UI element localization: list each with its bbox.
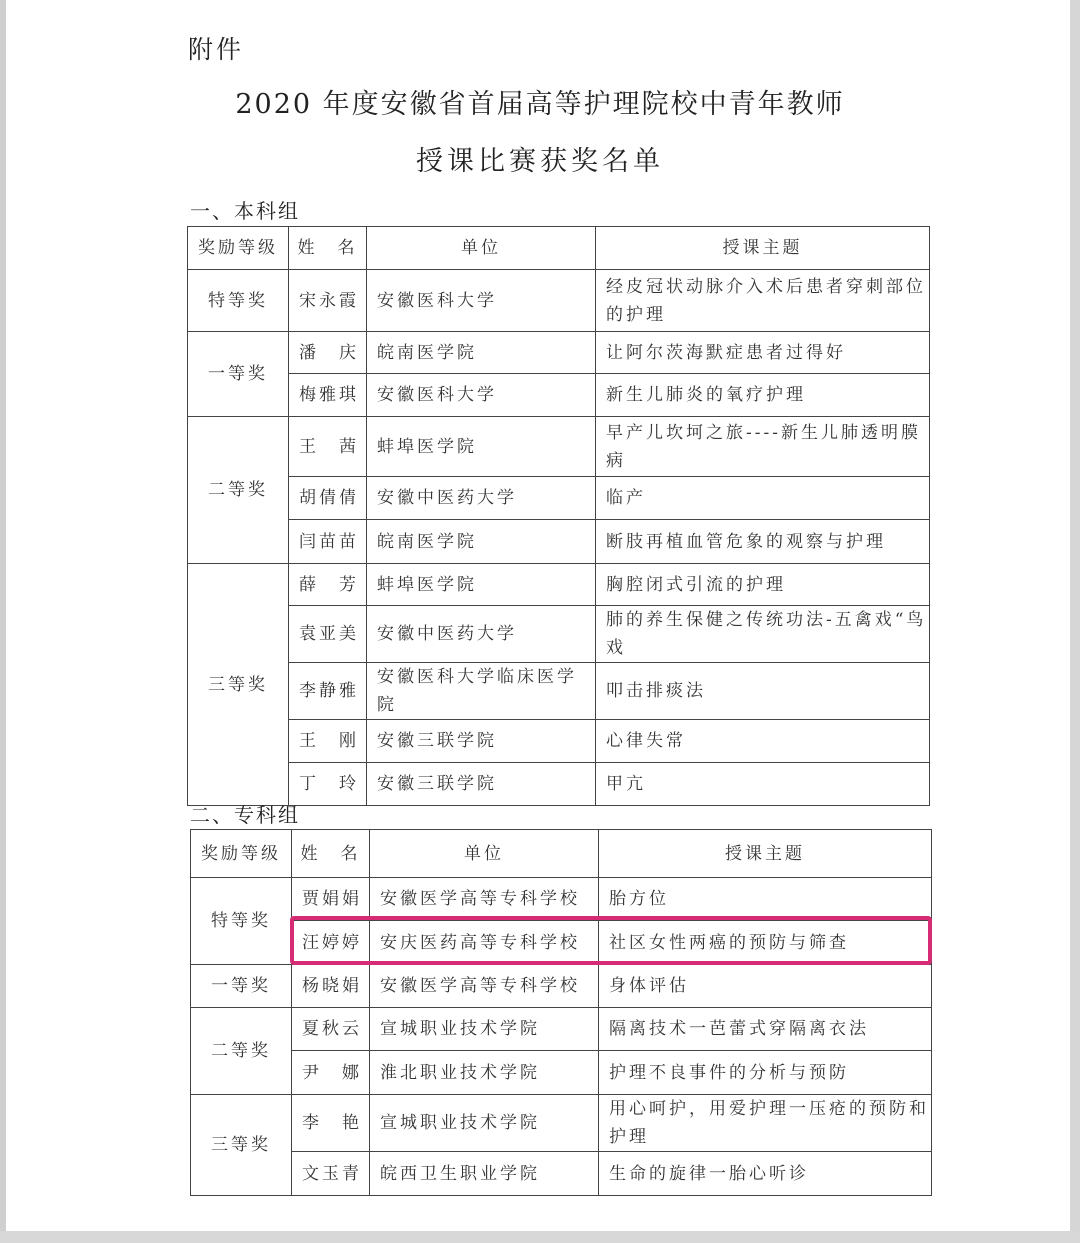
award-level-cell: 一等奖 <box>188 332 289 417</box>
header-level: 奖励等级 <box>191 830 292 878</box>
lesson-topic: 新生儿肺炎的氧疗护理 <box>596 374 930 417</box>
winner-name: 丁 玲 <box>289 763 367 806</box>
winner-name: 宋永霞 <box>289 270 367 332</box>
table-header-row <box>191 830 932 878</box>
winner-unit: 蚌埠医学院 <box>367 564 596 606</box>
header-level: 奖励等级 <box>188 227 289 270</box>
winner-unit: 安徽医学高等专科学校 <box>370 878 599 921</box>
award-level-cell: 三等奖 <box>191 1095 292 1196</box>
winner-name: 梅雅琪 <box>289 374 367 417</box>
lesson-topic: 早产儿坎坷之旅----新生儿肺透明膜病 <box>596 417 930 477</box>
winner-name: 袁亚美 <box>289 606 367 663</box>
section-title-junior-college: 二、专科组 <box>190 803 300 827</box>
lesson-topic: 叩击排痰法 <box>596 663 930 720</box>
award-level-cell: 二等奖 <box>191 1008 292 1095</box>
winner-unit: 蚌埠医学院 <box>367 417 596 477</box>
winner-unit: 安徽医学高等专科学校 <box>370 965 599 1008</box>
winner-name: 汪婷婷 <box>292 921 370 965</box>
winner-name: 贾娟娟 <box>292 878 370 921</box>
lesson-topic: 甲亢 <box>596 763 930 806</box>
header-unit: 单位 <box>370 830 599 878</box>
winner-name: 王 刚 <box>289 720 367 763</box>
winner-unit: 安徽医科大学 <box>367 270 596 332</box>
table-header-row <box>188 227 930 270</box>
lesson-topic: 护理不良事件的分析与预防 <box>599 1051 932 1095</box>
table-row <box>191 1008 932 1051</box>
table-row <box>188 663 930 720</box>
lesson-topic: 断肢再植血管危象的观察与护理 <box>596 520 930 564</box>
header-topic: 授课主题 <box>596 227 930 270</box>
table-row <box>188 520 930 564</box>
lesson-topic: 让阿尔茨海默症患者过得好 <box>596 332 930 374</box>
winner-name: 李静雅 <box>289 663 367 720</box>
table-row <box>188 564 930 606</box>
table-row <box>188 270 930 332</box>
winner-name: 闫苗苗 <box>289 520 367 564</box>
section-title-undergraduate: 一、本科组 <box>190 199 300 223</box>
winner-unit: 宣城职业技术学院 <box>370 1095 599 1152</box>
winner-unit: 皖南医学院 <box>367 332 596 374</box>
lesson-topic: 隔离技术一芭蕾式穿隔离衣法 <box>599 1008 932 1051</box>
winner-unit: 安徽医科大学 <box>367 374 596 417</box>
header-name: 姓 名 <box>292 830 370 878</box>
table-row <box>188 606 930 663</box>
lesson-topic: 胸腔闭式引流的护理 <box>596 564 930 606</box>
table-row <box>191 921 932 965</box>
scan-edge-bottom <box>0 1231 1080 1243</box>
table-row <box>188 720 930 763</box>
winner-unit: 安庆医药高等专科学校 <box>370 921 599 965</box>
document-title-line1: 2020 年度安徽省首届高等护理院校中青年教师 <box>235 89 845 120</box>
table-row <box>191 1095 932 1152</box>
lesson-topic: 胎方位 <box>599 878 932 921</box>
winner-unit: 皖南医学院 <box>367 520 596 564</box>
award-level-cell: 特等奖 <box>191 878 292 965</box>
winner-name: 文玉青 <box>292 1152 370 1196</box>
award-table-undergraduate <box>187 226 930 806</box>
lesson-topic: 经皮冠状动脉介入术后患者穿刺部位的护理 <box>596 270 930 332</box>
header-topic: 授课主题 <box>599 830 932 878</box>
winner-name: 胡倩倩 <box>289 477 367 520</box>
table-row <box>191 1152 932 1196</box>
lesson-topic: 肺的养生保健之传统功法-五禽戏“鸟戏 <box>596 606 930 663</box>
winner-unit: 安徽三联学院 <box>367 720 596 763</box>
attachment-label: 附件 <box>188 35 245 64</box>
winner-unit: 皖西卫生职业学院 <box>370 1152 599 1196</box>
winner-unit: 安徽医科大学临床医学院 <box>367 663 596 720</box>
lesson-topic: 用心呵护，用爱护理一压疮的预防和护理 <box>599 1095 932 1152</box>
award-level-cell: 一等奖 <box>191 965 292 1008</box>
winner-name: 夏秋云 <box>292 1008 370 1051</box>
table-row <box>188 417 930 477</box>
table-row <box>191 878 932 921</box>
winner-unit: 安徽中医药大学 <box>367 606 596 663</box>
lesson-topic: 社区女性两癌的预防与筛查 <box>599 921 932 965</box>
winner-name: 潘 庆 <box>289 332 367 374</box>
lesson-topic: 心律失常 <box>596 720 930 763</box>
table-row <box>191 965 932 1008</box>
winner-name: 薛 芳 <box>289 564 367 606</box>
lesson-topic: 生命的旋律一胎心听诊 <box>599 1152 932 1196</box>
table-row <box>188 477 930 520</box>
lesson-topic: 临产 <box>596 477 930 520</box>
award-level-cell: 特等奖 <box>188 270 289 332</box>
winner-name: 杨晓娟 <box>292 965 370 1008</box>
winner-unit: 宣城职业技术学院 <box>370 1008 599 1051</box>
document-title-line2: 授课比赛获奖名单 <box>416 146 664 177</box>
winner-unit: 安徽三联学院 <box>367 763 596 806</box>
lesson-topic: 身体评估 <box>599 965 932 1008</box>
table-row <box>188 374 930 417</box>
scan-edge-right <box>1070 0 1080 1243</box>
table-row <box>191 1051 932 1095</box>
winner-name: 尹 娜 <box>292 1051 370 1095</box>
winner-unit: 安徽中医药大学 <box>367 477 596 520</box>
award-level-cell: 二等奖 <box>188 417 289 564</box>
award-level-cell: 三等奖 <box>188 564 289 806</box>
header-unit: 单位 <box>367 227 596 270</box>
award-table-junior-college <box>190 829 932 1196</box>
scan-edge-left <box>0 0 6 1243</box>
winner-name: 李 艳 <box>292 1095 370 1152</box>
winner-name: 王 茜 <box>289 417 367 477</box>
header-name: 姓 名 <box>289 227 367 270</box>
winner-unit: 淮北职业技术学院 <box>370 1051 599 1095</box>
table-row <box>188 332 930 374</box>
